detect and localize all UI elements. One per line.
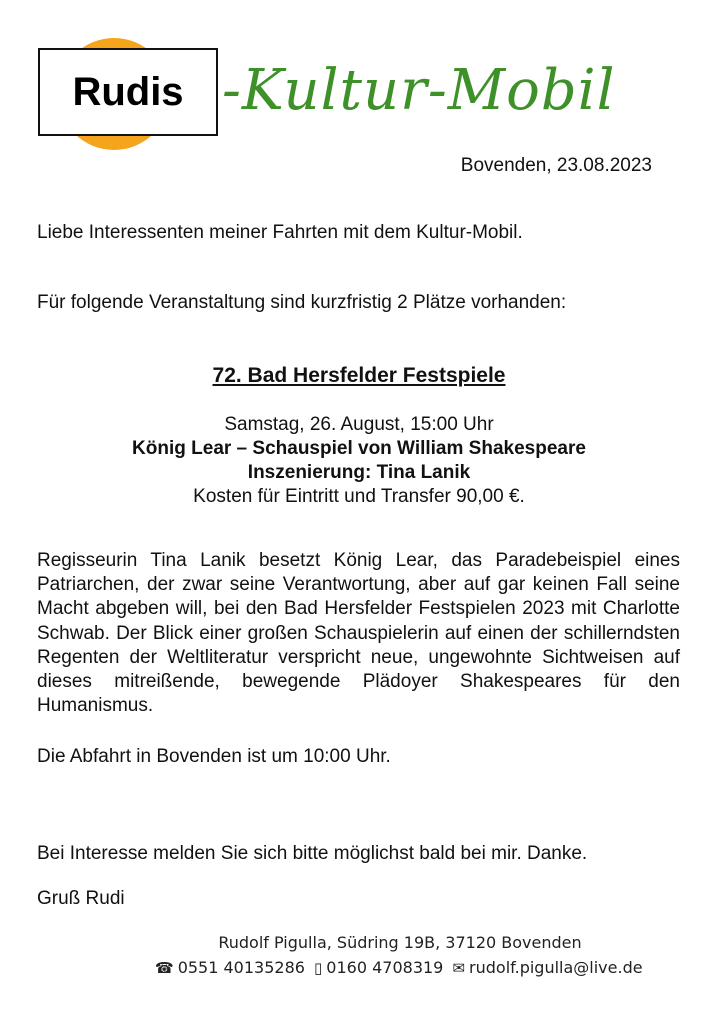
footer-address-text: Rudolf Pigulla, Südring 19B, 37120 Bovenden [218, 933, 582, 952]
request-text: Bei Interesse melden Sie sich bitte möglichst bald bei mir. Danke. [37, 843, 588, 864]
envelope-icon: ✉ [452, 959, 466, 977]
logo-script-text: -Kultur-Mobil [222, 58, 616, 123]
footer-email[interactable]: rudolf.pigulla@live.de [469, 958, 643, 977]
footer-contacts [155, 958, 647, 977]
footer-phone: 0551 40135286 [177, 958, 305, 977]
letterhead-logo [0, 0, 718, 160]
event-play: König Lear – Schauspiel von William Shakespeare [132, 438, 586, 459]
footer-mobile: 0160 4708319 [326, 958, 444, 977]
intro: Für folgende Veranstaltung sind kurzfristig 2 Plätze vorhanden: [37, 292, 567, 313]
event-description: Regisseurin Tina Lanik besetzt König Lear, das Paradebeispiel eines Patriarchen, der zwar seine Verantwortung, aber auf gar keinen Fall seine Macht abgeben will, bei den Bad Hersfelder Festspielen 2023 mit Charlotte Schwab. Der Blick einer großen Schauspielerin auf einen der schillerndsten Regenten der Weltliteratur verspricht neue, ungewohnte Sichtweisen auf dieses mitreißende, bewegende Plädoyer Shakespeares für den Humanismus. [37, 550, 680, 717]
logo-box-text: Rudis [72, 69, 184, 114]
event-datetime: Samstag, 26. August, 15:00 Uhr [224, 414, 494, 435]
event-cost: Kosten für Eintritt und Transfer 90,00 €. [193, 486, 525, 507]
telephone-icon: ☎ [155, 959, 174, 977]
greeting: Liebe Interessenten meiner Fahrten mit dem Kultur-Mobil. [37, 222, 523, 243]
logo-box [38, 48, 218, 136]
date-line: Bovenden, 23.08.2023 [460, 155, 652, 176]
event-director: Inszenierung: Tina Lanik [247, 462, 471, 483]
mobile-phone-icon: ▯ [314, 959, 323, 977]
departure-info: Die Abfahrt in Bovenden ist um 10:00 Uhr. [37, 746, 391, 767]
closing: Gruß Rudi [37, 888, 125, 909]
footer-address [0, 933, 718, 952]
event-title: 72. Bad Hersfelder Festspiele [212, 364, 506, 387]
